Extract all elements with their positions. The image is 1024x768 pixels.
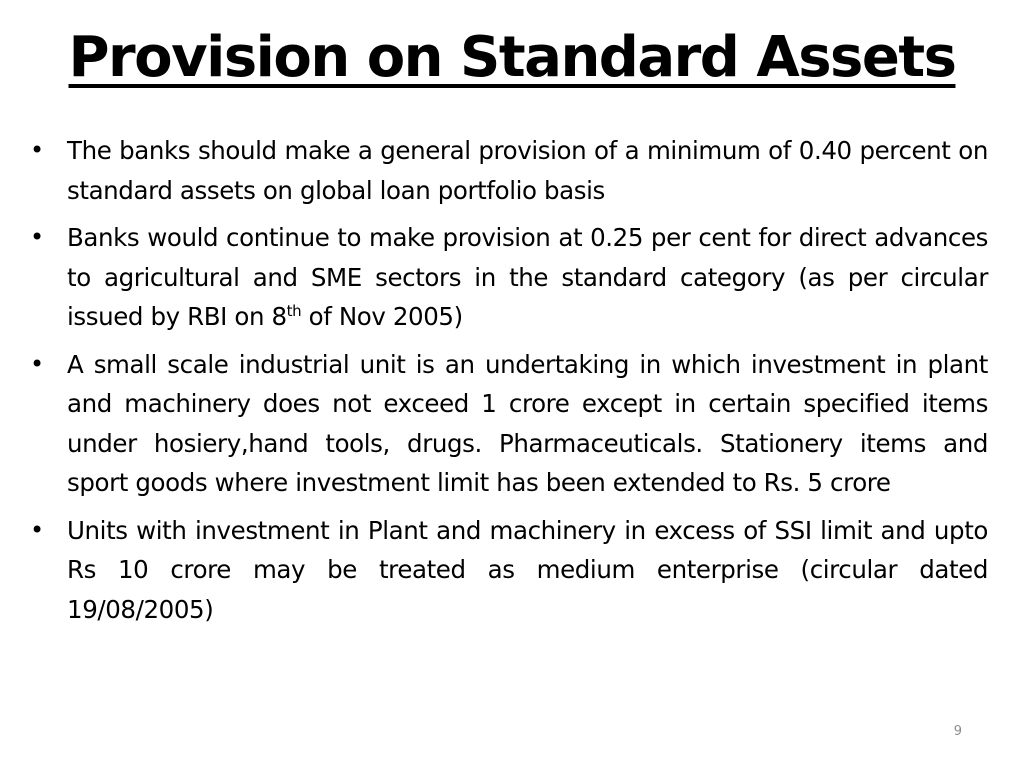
bullet-list	[30, 131, 988, 637]
bullet-item	[30, 218, 988, 337]
bullet-dot-icon: •	[30, 515, 44, 544]
slide-title-text: Provision on Standard Assets	[68, 25, 956, 90]
bullet-dot-icon: •	[30, 136, 44, 164]
bullet-dot-icon: •	[30, 223, 44, 251]
bullet-text: A small scale industrial unit is an undertaking in which investment in plant and machinery does not exceed 1 crore except in certain specified items under hosiery,hand tools, drugs. Pharmaceuticals. Stationery items and sport goods where investment limit has been extended to Rs. 5 crore	[67, 349, 988, 497]
bullet-item	[30, 345, 988, 503]
bullet-item	[30, 511, 988, 630]
bullet-item	[30, 131, 988, 210]
bullet-text-continued: of Nov 2005)	[301, 302, 463, 331]
slide-title	[0, 22, 1024, 94]
bullet-text: Banks would continue to make provision at 0.25 per cent for direct advances to agricultural and SME sectors in the standard category (as per circular issued by RBI on 8	[67, 223, 988, 331]
bullet-text: Units with investment in Plant and machinery in excess of SSI limit and upto Rs 10 crore may be treated as medium enterprise (circular dated 19/08/2005)	[67, 515, 988, 624]
bullet-dot-icon: •	[30, 349, 44, 378]
page-number: 9	[953, 724, 962, 739]
bullet-text: The banks should make a general provision of a minimum of 0.40 percent on standard assets on global loan portfolio basis	[67, 136, 988, 205]
bullet-superscript: th	[286, 301, 302, 320]
